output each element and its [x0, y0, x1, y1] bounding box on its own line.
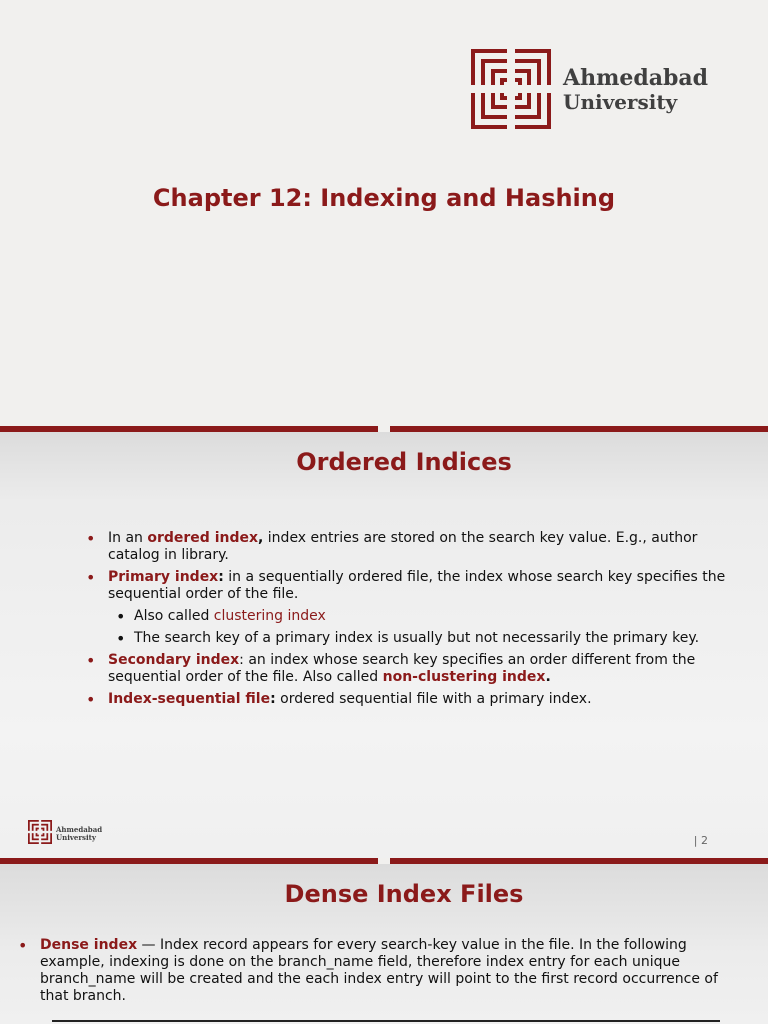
slide-title: Dense Index Files: [284, 880, 524, 908]
list-item: • In an ordered index, index entries are stored on the search key value. E.g., author catalog in library.: [86, 530, 726, 564]
term-dense-index: Dense index: [40, 937, 138, 953]
chapter-title: Chapter 12: Indexing and Hashing: [152, 184, 616, 212]
slide-title: Ordered Indices: [296, 448, 512, 476]
footer-logo-line-1: Ahmedabad: [56, 825, 103, 834]
table-top-edge: [52, 1020, 720, 1024]
slide-3: [0, 864, 768, 1024]
list-item: • Primary index: in a sequentially ordered file, the index whose search key specifies the sequential order of the file.: [86, 569, 726, 603]
university-logo-icon: [470, 48, 552, 130]
footer-logo-line-2: University: [56, 833, 96, 842]
term-index-sequential-file: Index-sequential file: [108, 691, 271, 707]
term-clustering-index: clustering index: [213, 608, 326, 624]
logo-line-2: University: [563, 90, 678, 114]
page-number: | 2: [693, 834, 708, 847]
list-item: • Index-sequential file: ordered sequential file with a primary index.: [86, 691, 726, 708]
slide-1: [0, 0, 768, 426]
logo-line-1: Ahmedabad: [563, 65, 708, 91]
sub-list-item: • Also called clustering index: [86, 608, 726, 625]
term-non-clustering-index: non-clustering index: [382, 669, 546, 685]
list-item: • Dense index — Index record appears for every search-key value in the file. In the following example, indexing is done on the branch_name field, therefore index entry for each unique branch_name will be created and the each index entry will point to the first record occurrence of that branch.: [18, 937, 740, 1005]
slide-2: [0, 432, 768, 858]
sub-list-item: • The search key of a primary index is usually but not necessarily the primary key.: [86, 630, 726, 647]
term-ordered-index: ordered index: [147, 530, 259, 546]
bullet-list: [86, 530, 726, 708]
list-item: • Secondary index: an index whose search key specifies an order different from the sequential order of the file. Also called non-clustering index.: [86, 652, 726, 686]
term-primary-index: Primary index: [108, 569, 219, 585]
bullet-list: [18, 937, 740, 1005]
term-secondary-index: Secondary index: [108, 652, 240, 668]
footer-logo-icon: [28, 820, 52, 844]
